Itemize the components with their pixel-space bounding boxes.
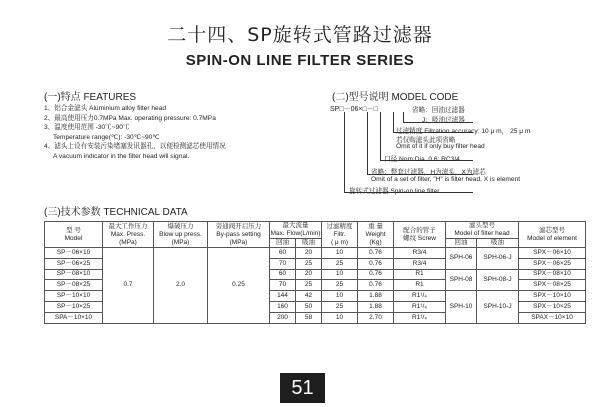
cell-flow-suction: 50: [296, 301, 322, 312]
cell-max-press: 0.7: [103, 248, 154, 324]
col-header-flow: 最大流量 Max. Flow(L/min): [270, 222, 321, 237]
model-code-label: 过滤精度 Filtration accuracy: 10 μ m， 25 μ m: [396, 128, 531, 135]
cell-bypass: 0.25: [208, 248, 270, 324]
features-list: [44, 104, 226, 161]
cell-weight: 0.76: [358, 280, 394, 291]
cell-screw: R1¹/₄: [394, 291, 446, 302]
model-code-heading: (二)型号说明 MODEL CODE: [332, 92, 459, 103]
cell-screw: R1: [394, 269, 446, 280]
cell-head-return: SPH-06: [446, 248, 477, 270]
col-header-bypass: 旁通阀开启压力 By-pass setting (MPa): [208, 222, 270, 248]
cell-element: SPAX－10×10: [519, 312, 586, 323]
leader-line: [380, 112, 381, 160]
cell-element: SPX－06×25: [519, 258, 586, 269]
cell-model: SPA－10×10: [45, 312, 103, 323]
cell-flow-return: 144: [270, 291, 296, 302]
cell-element: SPX－08×10: [519, 269, 586, 280]
cell-model: SP－06×10: [45, 248, 103, 259]
model-code-label: Omit of a set of filter, "H" is filter head, X is element: [371, 176, 521, 183]
model-code-string: SP□－06×□－□: [330, 106, 378, 113]
cell-head-suction: SPH-06-J: [477, 248, 519, 270]
model-code-label: 省略：回油过滤器: [412, 107, 465, 114]
col-header-max-press: 最大工作压力 Max. Press. (MPa): [103, 222, 154, 248]
cell-model: SP－10×25: [45, 301, 103, 312]
table-row: [45, 248, 586, 259]
col-header-model: 型 号 Model: [45, 222, 103, 248]
cell-flow-suction: 42: [296, 291, 322, 302]
model-code-label: J：吸油过滤器: [422, 117, 465, 124]
cell-element: SPX－06×10: [519, 248, 586, 259]
cell-screw: R1: [394, 280, 446, 291]
cell-model: SP－08×25: [45, 280, 103, 291]
page-title-english: SPIN-ON LINE FILTER SERIES: [185, 52, 415, 69]
cell-weight: 1.88: [358, 301, 394, 312]
model-code-label: Omit of it if only buy filter head: [396, 143, 485, 150]
col-header-filtr: 过滤精度 Filtr. ( μ m): [322, 222, 358, 248]
model-code-label: 省略：整套过滤器，H为滤头，X为滤芯: [371, 169, 486, 176]
cell-flow-return: 60: [270, 269, 296, 280]
cell-element: SPX－08×25: [519, 280, 586, 291]
col-header-weight: 重 量 Weight (Kg): [358, 222, 394, 248]
cell-model: SP－08×10: [45, 269, 103, 280]
cell-flow-suction: 58: [296, 312, 322, 323]
col-header-element: 滤芯型号 Model of element: [519, 222, 586, 248]
cell-flow-return: 60: [270, 248, 296, 259]
cell-blow-up: 2.0: [154, 248, 208, 324]
col-header-filter-head: 滤头型号 Model of filter head: [446, 222, 519, 239]
cell-filtr: 25: [322, 280, 358, 291]
col-subheader-suction-head: 吸油: [477, 239, 519, 248]
model-code-label: 若仅购滤头此项省略: [396, 137, 456, 144]
model-code-label: 旋转式过滤器 Spin-on line filter: [349, 188, 440, 195]
cell-screw: R3/4: [394, 248, 446, 259]
cell-head-return: SPH-10: [446, 291, 477, 323]
cell-flow-suction: 20: [296, 248, 322, 259]
cell-element: SPX－10×25: [519, 301, 586, 312]
cell-weight: 0.76: [358, 248, 394, 259]
cell-flow-suction: 25: [296, 258, 322, 269]
feature-item: 2、最高使用压力0.7MPa Max. operating pressure: 0.7MPa: [44, 114, 216, 122]
leader-line: [367, 112, 368, 174]
cell-weight: 0.76: [358, 269, 394, 280]
col-subheader-suction-flow: 吸油: [296, 239, 322, 248]
col-header-blow-up: 爆破压力 Blow up press. (MPa): [154, 222, 208, 248]
cell-filtr: 25: [322, 258, 358, 269]
cell-filtr: 10: [322, 312, 358, 323]
page-number: 51: [280, 373, 325, 403]
model-code-label: 口径 Nom.Dia. 0.6: RC3/4: [384, 156, 460, 163]
cell-flow-return: 200: [270, 312, 296, 323]
cell-screw: R1¹/₄: [394, 312, 446, 323]
feature-item: 4、滤头上设有安装污染堵塞发讯器孔，以便检测滤芯使用情况: [44, 143, 226, 150]
cell-filtr: 10: [322, 269, 358, 280]
cell-filtr: 10: [322, 248, 358, 259]
cell-head-suction: SPH-08-J: [477, 269, 519, 291]
cell-weight: 1.88: [358, 291, 394, 302]
cell-head-suction: SPH-10-J: [477, 291, 519, 323]
leader-line: [393, 112, 394, 132]
col-subheader-return-head: 回油: [446, 239, 477, 248]
cell-flow-suction: 20: [296, 269, 322, 280]
cell-model: SP－10×10: [45, 291, 103, 302]
cell-flow-return: 70: [270, 258, 296, 269]
cell-weight: 0.76: [358, 258, 394, 269]
cell-weight: 2.70: [358, 312, 394, 323]
cell-model: SP－06×25: [45, 258, 103, 269]
table-header-row: [45, 222, 586, 239]
cell-flow-return: 160: [270, 301, 296, 312]
cell-flow-return: 70: [270, 280, 296, 291]
page-title-chinese: 二十四、SP旋转式管路过滤器: [167, 24, 433, 46]
features-heading: (一)特点 FEATURES: [44, 92, 137, 103]
leader-line: [344, 112, 345, 192]
feature-item: Temperature range(℃): -30℃~90℃: [53, 133, 160, 141]
feature-item: 1、铝合金滤头 Aluminium alloy filter head: [44, 105, 167, 112]
cell-filtr: 10: [322, 291, 358, 302]
col-header-screw: 配合的管子 螺纹 Screw: [394, 222, 446, 248]
technical-heading: (三)技术参数 TECHNICAL DATA: [44, 207, 188, 218]
cell-screw: R1¹/₄: [394, 301, 446, 312]
feature-item: 3、温度使用范围 -30℃~90℃: [44, 124, 130, 131]
cell-screw: R3/4: [394, 258, 446, 269]
cell-filtr: 25: [322, 301, 358, 312]
feature-item: A vacuum indicator in the filter head will signal.: [53, 152, 190, 160]
cell-flow-suction: 25: [296, 280, 322, 291]
technical-data-table: [44, 221, 586, 324]
col-subheader-return-flow: 回油: [270, 239, 296, 248]
leader-line: [403, 112, 404, 122]
cell-element: SPX－10×10: [519, 291, 586, 302]
cell-head-return: SPH-08: [446, 269, 477, 291]
